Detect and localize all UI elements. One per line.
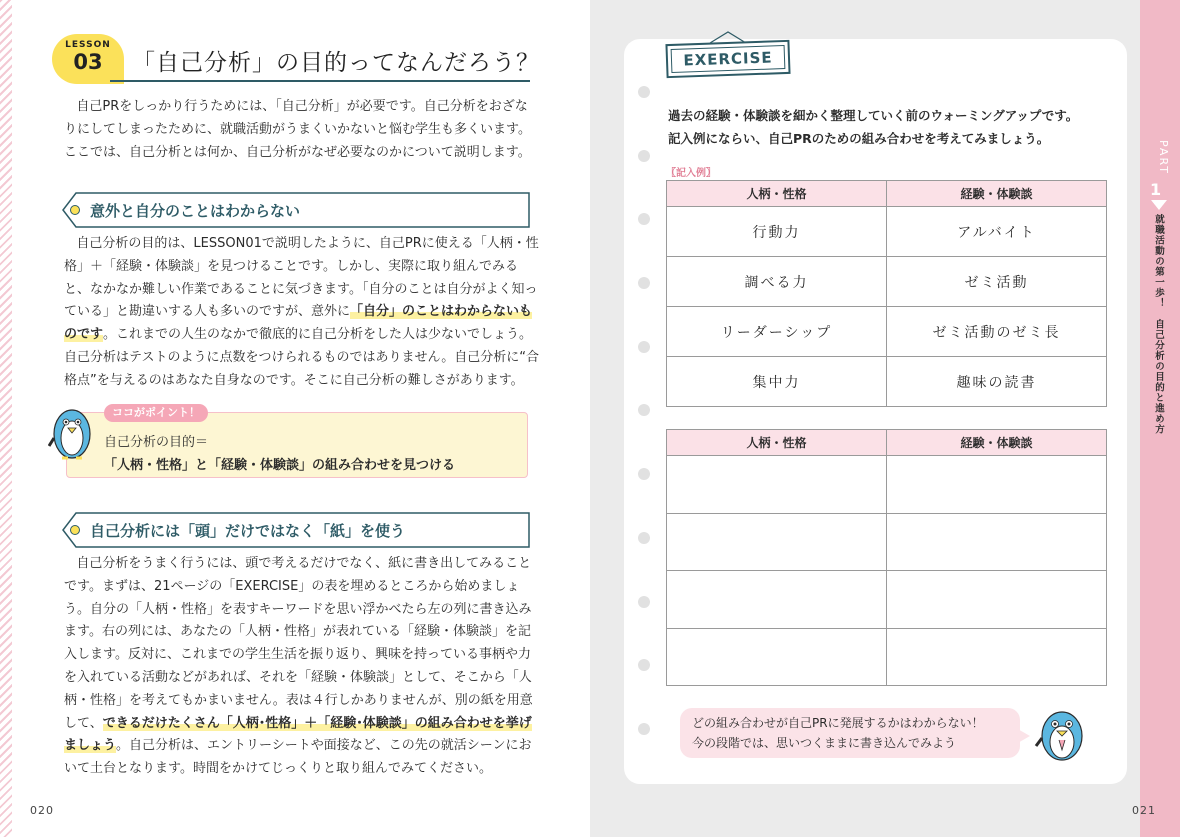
- blank-cell[interactable]: [887, 456, 1107, 514]
- table-cell: 調べる力: [667, 257, 887, 307]
- instruction-line-2: 記入例にならい、自己PRのための組み合わせを考えてみましょう。: [668, 131, 1050, 146]
- column-header-experience: 経験・体験談: [887, 430, 1107, 456]
- page-number-left: 020: [30, 804, 54, 817]
- page-edge-stripes: [0, 0, 12, 837]
- part-subtitle: 就職活動の第一歩！ 自己分析の目的と進め方: [1153, 214, 1164, 435]
- table-row: [667, 513, 1107, 571]
- exercise-tag: [665, 40, 790, 78]
- penguin-mascot-icon: [48, 398, 96, 462]
- intro-paragraph: [64, 96, 540, 164]
- part-arrow-icon: [1151, 200, 1167, 210]
- section-heading-1-text: 意外と自分のことはわからない: [90, 202, 301, 220]
- binder-hole-icon: [638, 468, 650, 480]
- binder-hole-icon: [638, 532, 650, 544]
- lesson-word: LESSON: [65, 40, 111, 50]
- binder-hole-icon: [638, 277, 650, 289]
- table-row: [667, 357, 1107, 407]
- body2-text-a: 自己分析をうまく行うには、頭で考えるだけでなく、紙に書き出してみることです。まずは、21ページの「EXERCISE」の表を埋めるところから始めましょう。自分の「人柄・性格」を表すキーワードを思い浮かべたら左の列に書き込みます。右の列には、あなたの「人柄・性格」が表れている「経験・体験談」を記入します。反対に、これまでの学生生活を振り返り、興味を持っている事柄や力を入れている活動などがあれば、それを「経験・体験談」として、そこから「人柄・性格」を考えてもかまいません。表は４行しかありませんが、別の紙を用意して、: [64, 556, 533, 731]
- body-paragraph-1: [64, 233, 540, 393]
- body1-text-a: 自己分析の目的は、LESSON01で説明したように、自己PRに使える「人柄・性格」＋「経験・体験談」を見つけることです。しかし、実際に取り組んでみると、なかなか難しい作業であることに気づきます。「自分のことは自分がよく知っている」と勘違いする人も多いのですが、意外に: [64, 236, 539, 320]
- bubble-line-1: どの組み合わせが自己PRに発展するかはわからない！: [692, 716, 984, 730]
- instruction-line-1: 過去の経験・体験談を細かく整理していく前のウォーミングアップです。: [668, 108, 1079, 123]
- binder-hole-icon: [638, 86, 650, 98]
- body-paragraph-2: [64, 553, 540, 781]
- blank-exercise-table: [666, 429, 1107, 686]
- blank-cell[interactable]: [667, 456, 887, 514]
- point-line-1: 自己分析の目的＝: [104, 435, 209, 450]
- blank-cell[interactable]: [667, 513, 887, 571]
- column-header-personality: 人柄・性格: [667, 181, 887, 207]
- table-cell: 行動力: [667, 207, 887, 257]
- table-cell: ゼミ活動: [887, 257, 1107, 307]
- column-header-experience: 経験・体験談: [887, 181, 1107, 207]
- table-cell: アルバイト: [887, 207, 1107, 257]
- penguin-mascot-icon: [1034, 704, 1090, 762]
- binder-hole-icon: [638, 341, 650, 353]
- lesson-number: 03: [73, 50, 103, 74]
- table-row: [667, 307, 1107, 357]
- page-number-right: 021: [1132, 804, 1156, 817]
- blank-cell[interactable]: [667, 571, 887, 629]
- binder-hole-icon: [638, 596, 650, 608]
- column-header-personality: 人柄・性格: [667, 430, 887, 456]
- part-label: PART: [1157, 140, 1170, 176]
- section-heading-1: [62, 192, 530, 228]
- tag-pin-icon: [70, 205, 80, 215]
- table-row: [667, 456, 1107, 514]
- point-line-2: 「人柄・性格」と「経験・体験談」の組み合わせを見つける: [104, 458, 456, 473]
- example-table: [666, 180, 1107, 407]
- lesson-badge: [52, 34, 124, 84]
- blank-cell[interactable]: [887, 571, 1107, 629]
- body2-highlight: できるだけたくさん「人柄･性格」＋「経験･体験談」の組み合わせを挙げましょう: [64, 715, 532, 754]
- speech-bubble-tail: [1016, 728, 1030, 744]
- body2-text-b: 。自己分析は、エントリーシートや面接など、この先の就活シーンにおいて土台となります。時間をかけてじっくりと取り組んでみてください。: [64, 738, 532, 777]
- body1-text-b: 。これまでの人生のなかで徹底的に自己分析をした人は少ないでしょう。自己分析はテストのように点数をつけられるものではありません。自己分析に“合格点”を与えるのはあなた自身なのです。そこに自己分析の難しさがあります。: [64, 327, 539, 388]
- section-heading-2-text: 自己分析には「頭」だけではなく「紙」を使う: [90, 522, 406, 540]
- table-cell: リーダーシップ: [667, 307, 887, 357]
- blank-cell[interactable]: [887, 628, 1107, 686]
- section-heading-2: [62, 512, 530, 548]
- table-row: [667, 628, 1107, 686]
- table-row: [667, 207, 1107, 257]
- binder-hole-icon: [638, 404, 650, 416]
- part-number: 1: [1150, 180, 1162, 199]
- exercise-instructions: [668, 104, 1078, 150]
- table-cell: 集中力: [667, 357, 887, 407]
- exercise-label: EXERCISE: [683, 48, 773, 70]
- tag-pin-icon: [70, 525, 80, 535]
- example-label: 〖記入例〗: [666, 168, 716, 179]
- body1-highlight: 「自分」のことはわからないものです: [64, 304, 533, 343]
- table-row: [667, 257, 1107, 307]
- blank-cell[interactable]: [887, 513, 1107, 571]
- blank-cell[interactable]: [667, 628, 887, 686]
- table-cell: 趣味の読書: [887, 357, 1107, 407]
- table-cell: ゼミ活動のゼミ長: [887, 307, 1107, 357]
- intro-text: 自己PRをしっかり行うためには、「自己分析」が必要です。自己分析をおざなりにしてしまったために、就職活動がうまくいかないと悩む学生も多くいます。ここでは、自己分析とは何か、自己分析がなぜ必要なのかについて説明します。: [64, 99, 531, 160]
- table-row: [667, 571, 1107, 629]
- binder-hole-icon: [638, 723, 650, 735]
- binder-hole-icon: [638, 150, 650, 162]
- binder-hole-icon: [638, 659, 650, 671]
- page-title: 「自己分析」の目的ってなんだろう？: [132, 50, 540, 76]
- bubble-line-2: 今の段階では、思いつくままに書き込んでみよう: [692, 736, 957, 750]
- binder-hole-icon: [638, 213, 650, 225]
- title-underline: [110, 80, 530, 82]
- point-label: ココがポイント！: [104, 404, 208, 422]
